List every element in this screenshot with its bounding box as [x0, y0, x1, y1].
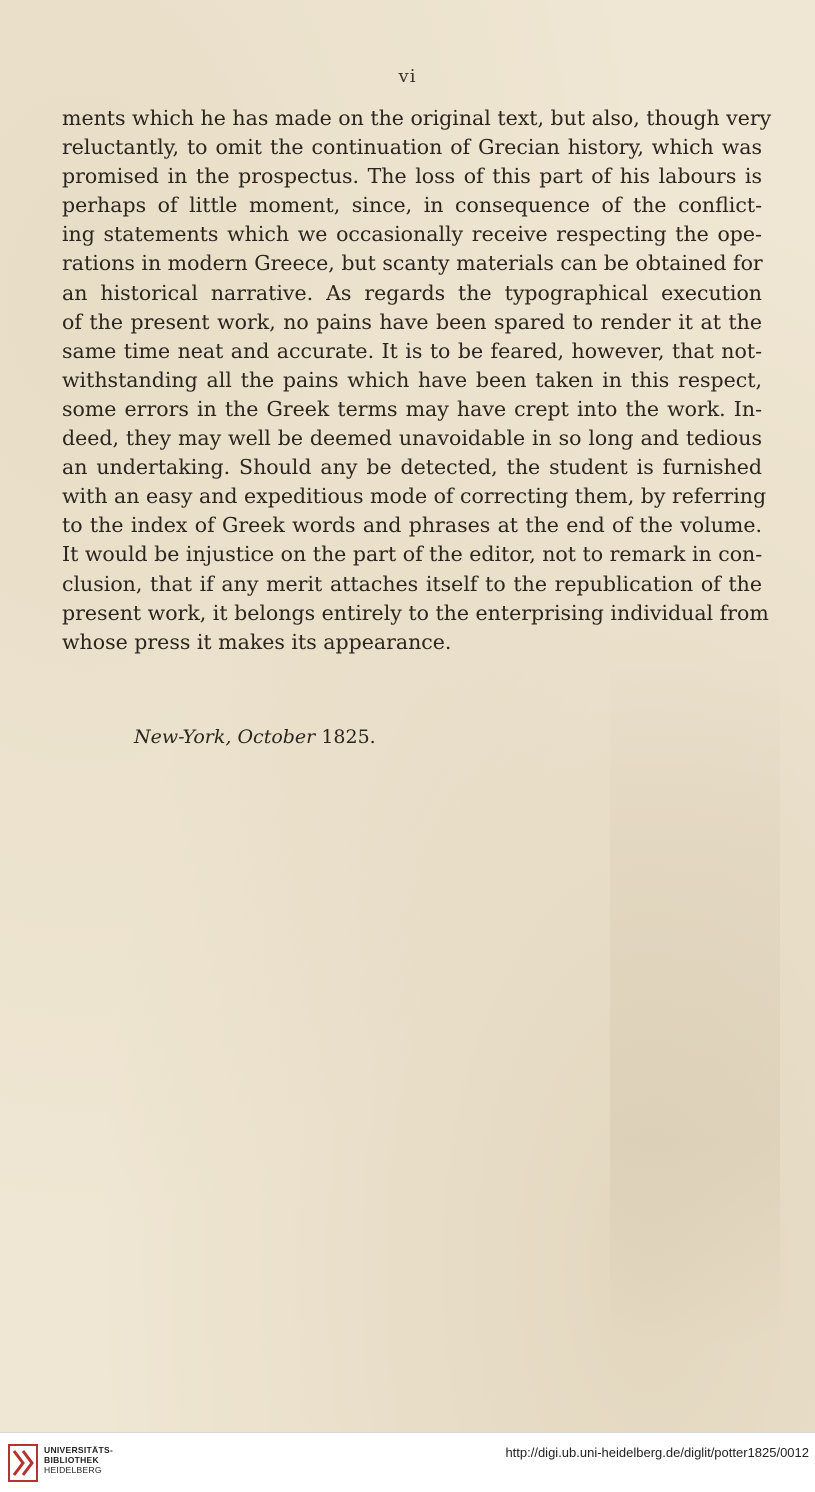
text-line: deed, they may well be deemed unavoidable in so long and tedious	[62, 426, 762, 451]
show-through-shadow	[610, 650, 780, 1350]
library-name-line: HEIDELBERG	[44, 1465, 102, 1475]
library-name-line: BIBLIOTHEK	[44, 1455, 99, 1465]
library-name	[44, 1445, 113, 1475]
text-line: whose press it makes its appearance.	[62, 629, 452, 654]
signature-place-date: New-York, October	[134, 726, 316, 748]
text-line: some errors in the Greek terms may have crept into the work. In-	[62, 396, 762, 421]
text-line: ing statements which we occasionally receive respecting the ope-	[62, 222, 762, 247]
signature-year: 1825.	[321, 726, 376, 748]
text-line: withstanding all the pains which have been taken in this respect,	[62, 367, 762, 392]
text-line: same time neat and accurate. It is to be feared, however, that not-	[62, 338, 762, 363]
footer-bar	[0, 1432, 815, 1492]
source-url-link[interactable]: http://digi.ub.uni-heidelberg.de/diglit/potter1825/0012	[505, 1445, 809, 1460]
text-line: rations in modern Greece, but scanty materials can be obtained for	[62, 251, 763, 276]
text-line: present work, it belongs entirely to the enterprising individual from	[62, 600, 769, 625]
text-line: ments which he has made on the original text, but also, though very	[62, 106, 772, 130]
text-line: perhaps of little moment, since, in consequence of the conflict-	[62, 193, 762, 218]
text-line: promised in the prospectus. The loss of this part of his labours is	[62, 164, 762, 189]
text-line: an undertaking. Should any be detected, the student is furnished	[62, 455, 762, 480]
signature-dateline	[134, 726, 376, 748]
text-line: of the present work, no pains have been spared to render it at the	[62, 309, 762, 334]
library-logo-icon[interactable]	[8, 1443, 38, 1483]
text-line: an historical narrative. As regards the typographical execution	[62, 280, 762, 305]
text-line: to the index of Greek words and phrases at the end of the volume.	[62, 513, 762, 538]
page-number: vi	[398, 66, 417, 87]
text-line: It would be injustice on the part of the editor, not to remark in con-	[62, 542, 763, 567]
text-line: clusion, that if any merit attaches itself to the republication of the	[62, 571, 762, 596]
library-name-line: UNIVERSITÄTS-	[44, 1445, 114, 1455]
body-text	[62, 104, 772, 657]
text-line: with an easy and expeditious mode of correcting them, by referring	[62, 484, 767, 509]
text-line: reluctantly, to omit the continuation of Grecian history, which was	[62, 135, 762, 160]
